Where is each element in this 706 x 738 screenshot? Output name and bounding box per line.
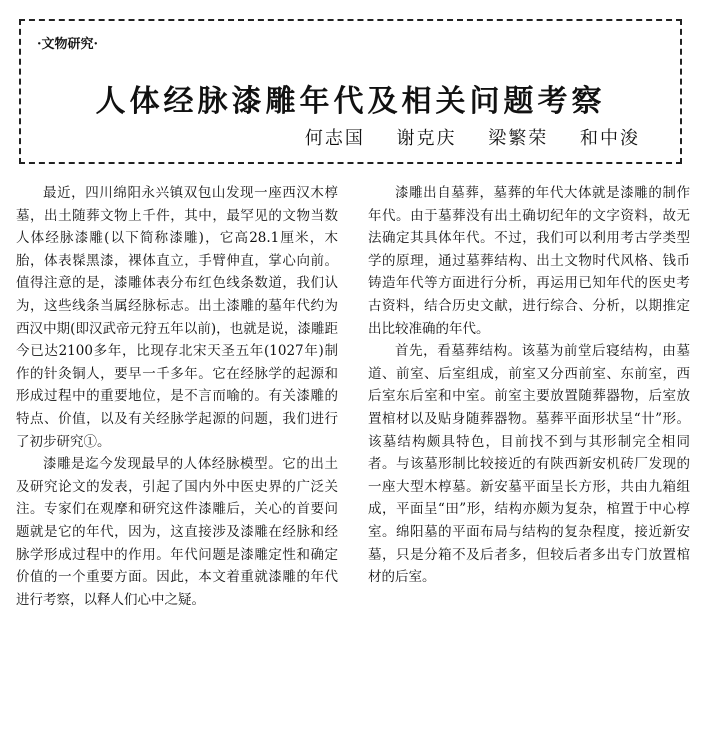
paragraph-2: 漆雕是迄今发现最早的人体经脉模型。它的出土及研究论文的发表，引起了国内外中医史界的广泛关注。专家们在观摩和研究这件漆雕后，关心的首要问题就是它的年代，因为，这直接涉及漆雕在经脉和经脉学形成过程中的作用。年代问题是漆雕定性和确定价值的一个重要方面。因此，本文着重就漆雕的年代进行考察，以释人们心中之疑。 [16, 456, 338, 608]
article-header-box [19, 19, 682, 164]
paragraph-4: 首先，看墓葬结构。该墓为前堂后寝结构，由墓道、前室、后室组成，前室又分西前室、东前室，西后室东后室和中室。前室主要放置随葬器物，后室放置棺材以及贴身随葬器物。墓葬平面形状呈“卄”形。该墓结构颇具特色，目前找不到与其形制完全相同者。与该墓形制比较接近的有陕西新安机砖厂发现的一座大型木椁墓。新安墓平面呈长方形，共由九箱组成，平面呈“田”形，结构亦颇为复杂，棺置于中心椁室。绵阳墓的平面布局与结构的复杂程度，接近新安墓，只是分箱不及后者多，但较后者多出专门放置棺材的后室。 [368, 343, 690, 586]
left-column [16, 182, 338, 611]
right-column [368, 182, 690, 589]
author-list: 何志国 谢克庆 梁繁荣 和中浚 [304, 128, 640, 149]
paragraph-1: 最近，四川绵阳永兴镇双包山发现一座西汉木椁墓，出土随葬文物上千件，其中，最罕见的文物当数人体经脉漆雕(以下简称漆雕)，它高28.1厘米，木胎，体表髹黑漆，裸体直立，手臂伸直，掌心向前。值得注意的是，漆雕体表分布红色线条数道，我们认为，这些线条当属经脉标志。出土漆雕的墓年代约为西汉中期(即汉武帝元狩五年以前)，也就是说，漆雕距今已达2100多年，比现存北宋天圣五年(1027年)制作的针灸铜人，要早一千多年。它在经脉学的起源和形成过程中的重要地位，是不言而喻的。有关漆雕的特点、价值，以及有关经脉学起源的问题，我们进行了初步研究①。 [16, 185, 338, 450]
paragraph-3: 漆雕出自墓葬，墓葬的年代大体就是漆雕的制作年代。由于墓葬没有出土确切纪年的文字资料，故无法确定其具体年代。不过，我们可以利用考古学类型学的原理，通过墓葬结构、出土文物时代风格、钱币铸造年代等方面进行分析，再运用已知年代的医史考古资料，结合历史文献，进行综合、分析，以期推定出比较准确的年代。 [368, 185, 690, 337]
article-title: 人体经脉漆雕年代及相关问题考察 [95, 84, 606, 119]
section-label: ·文物研究· [37, 37, 99, 52]
